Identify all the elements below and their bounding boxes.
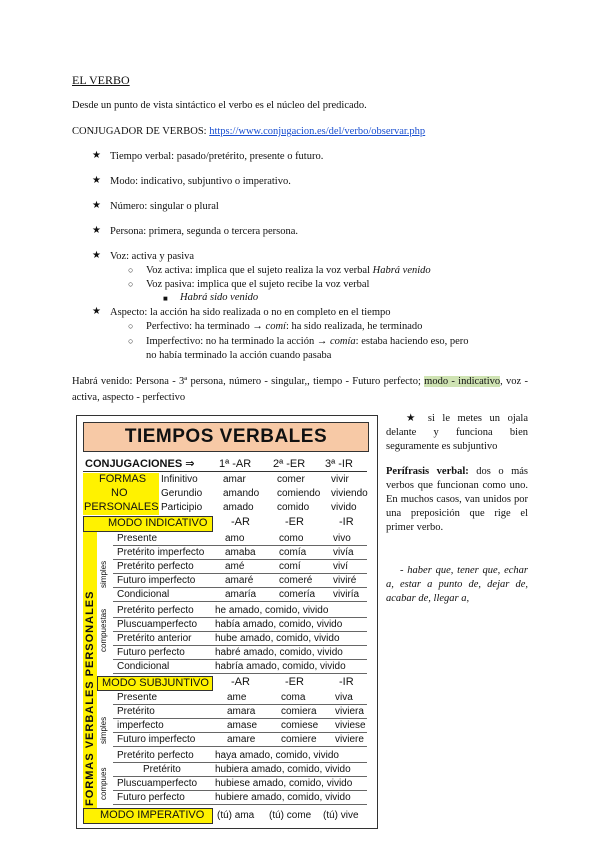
bullet-modo: Modo: indicativo, subjuntivo o imperativo. [110, 176, 291, 187]
divider [83, 471, 367, 472]
sub-ar: -AR [231, 676, 250, 688]
bullet-perfectivo [146, 320, 422, 333]
square-bullet-icon: ■ [163, 294, 168, 303]
ind-compound-tense: Condicional [117, 661, 170, 672]
ind-simples-label: simples [99, 560, 108, 588]
ind-compound-form: habré amado, comido, vivido [215, 647, 343, 658]
bullet-voz: Voz: activa y pasiva [110, 251, 195, 262]
ind-simple-form: amaré [225, 575, 254, 586]
sub-er: -ER [285, 676, 304, 688]
voz-pasiva-example: Habrá sido venido [180, 292, 259, 303]
perifrasis-paragraph [386, 465, 528, 535]
fnp-label-2: NO [111, 487, 128, 499]
fnp-value: viviendo [331, 488, 368, 499]
ind-simple-form: viviré [333, 575, 357, 586]
row-divider [113, 746, 367, 747]
summary-part1: Habrá venido: Persona - 3ª persona, número - singular,, tiempo - Futuro perfecto; [72, 376, 421, 387]
sub-ir: -IR [339, 676, 354, 688]
ind-simple-form: comí [279, 561, 301, 572]
imp-ir: (tú) vive [323, 810, 359, 821]
ind-simple-form: amo [225, 533, 245, 544]
intro-text: Desde un punto de vista sintáctico el verbo es el núcleo del predicado. [72, 100, 367, 111]
ind-compound-form: hube amado, comido, vivido [215, 633, 340, 644]
perifrasis-text: dos o más verbos que funcionan como uno. En muchos casos, van unidos por una preposición que rige el primer verbo. [386, 466, 528, 533]
ind-compound-tense: Futuro perfecto [117, 647, 185, 658]
sub-simple-form: coma [281, 692, 306, 703]
star-bullet-icon: ★ [92, 200, 101, 211]
ind-compound-tense: Pluscuamperfecto [117, 619, 198, 630]
conjugador-link[interactable]: https://www.conjugacion.es/del/verbo/observar.php [209, 126, 426, 137]
conj-ar-header: 1ª -AR [219, 458, 252, 470]
sub-simple-tense: Presente [117, 692, 158, 703]
star-bullet-icon: ★ [92, 225, 101, 236]
sub-compound-tense: Pretérito perfecto [117, 750, 194, 761]
fnp-label-3: PERSONALES [84, 501, 159, 513]
ind-simple-tense: Pretérito imperfecto [117, 547, 205, 558]
fnp-value: amado [223, 502, 254, 513]
fnp-value: vivir [331, 474, 349, 485]
ind-er: -ER [285, 516, 304, 528]
voz-activa-text: Voz activa: implica que el sujeto realiza la voz verbal [146, 265, 373, 276]
perifrasis-label: Perífrasis verbal: [386, 466, 469, 477]
participio-label: Participio [161, 502, 203, 513]
ind-compound-tense: Pretérito perfecto [117, 605, 194, 616]
sub-compound-form: hubiera amado, comido, vivido [215, 764, 351, 775]
bullet-imperfectivo [146, 335, 469, 348]
star-bullet-icon: ★ [92, 175, 101, 186]
circle-bullet-icon: ○ [128, 336, 134, 346]
star-bullet-icon: ★ [92, 250, 101, 261]
ind-simple-tense: Condicional [117, 589, 170, 600]
ind-simple-form: comía [279, 547, 307, 558]
conjugador-label: CONJUGADOR DE VERBOS: [72, 126, 210, 137]
sub-compound-form: hubiese amado, comido, vivido [215, 778, 353, 789]
bullet-aspecto: Aspecto: la acción ha sido realizada o no en completo en el tiempo [110, 307, 391, 318]
fnp-value: comer [277, 474, 305, 485]
perfectivo-pre: Perfectivo: ha terminado → [146, 321, 266, 332]
sub-simple-form: amare [227, 734, 256, 745]
sub-simple-form: comiese [281, 720, 319, 731]
star-bullet-icon: ★ [92, 306, 101, 317]
sub-simple-form: ame [227, 692, 247, 703]
fnp-value: vivido [331, 502, 357, 513]
bullet-numero: Número: singular o plural [110, 201, 219, 212]
sub-simple-tense: Futuro imperfecto [117, 734, 196, 745]
imperfectivo-pre: Imperfectivo: no ha terminado la acción → [146, 336, 330, 347]
sub-compound-tense: Futuro perfecto [117, 792, 185, 803]
formas-personales-label: FORMAS VERBALES PERSONALES [84, 590, 96, 806]
imperfectivo-example: comía [329, 336, 356, 347]
ind-simple-form: como [279, 533, 304, 544]
modo-imperativo-label: MODO IMPERATIVO [100, 809, 205, 821]
ind-simple-form: viví [333, 561, 348, 572]
conj-er-header: 2ª -ER [273, 458, 306, 470]
sub-simple-tense: Pretérito [117, 706, 155, 717]
conjugaciones-label: CONJUGACIONES ⇒ [85, 458, 195, 470]
conjugador-line [72, 125, 425, 138]
circle-bullet-icon: ○ [128, 321, 134, 331]
voz-activa-example: Habrá venido [372, 265, 431, 276]
ind-compound-form: he amado, comido, vivido [215, 605, 329, 616]
fnp-value: amar [223, 474, 246, 485]
examples-dash: - [400, 565, 408, 576]
ind-simple-tense: Futuro imperfecto [117, 575, 196, 586]
sub-simple-form: amara [227, 706, 256, 717]
summary-part2: , voz - activa, aspecto - perfectivo [72, 376, 528, 403]
ojala-text: si le metes un ojala delante y funciona bien seguramente es subjuntivo [386, 413, 528, 452]
perfectivo-post: : ha sido realizada, he terminado [285, 321, 423, 332]
fnp-value: amando [223, 488, 260, 499]
bullet-voz-pasiva: Voz pasiva: implica que el sujeto recibe la voz verbal [146, 279, 370, 290]
sub-simple-tense: imperfecto [117, 720, 164, 731]
sub-simple-form: viva [335, 692, 353, 703]
ind-compound-tense: Pretérito anterior [117, 633, 192, 644]
ind-compound-form: había amado, comido, vivido [215, 619, 343, 630]
sub-compound-tense: Pretérito [143, 764, 181, 775]
modo-indicativo-header [83, 516, 213, 532]
summary-paragraph [72, 374, 528, 406]
perifrasis-examples [386, 564, 528, 606]
conj-ir-header: 3ª -IR [325, 458, 353, 470]
ind-simple-form: comeré [279, 575, 313, 586]
sub-simple-form: viviese [335, 720, 366, 731]
summary-highlight: modo - indicativo [424, 376, 501, 387]
imp-er: (tú) come [269, 810, 312, 821]
ind-compuestas-label: compuestas [99, 608, 108, 652]
ind-simple-tense: Pretérito perfecto [117, 561, 194, 572]
perfectivo-example: comí [265, 321, 286, 332]
sub-simple-form: viviera [335, 706, 364, 717]
imperfectivo-line2: no había terminado la acción cuando pasaba [146, 350, 332, 361]
table-title: TIEMPOS VERBALES [83, 422, 369, 452]
ind-ar: -AR [231, 516, 250, 528]
bullet-persona: Persona: primera, segunda o tercera persona. [110, 226, 299, 237]
ind-ir: -IR [339, 516, 354, 528]
ind-simple-form: amaría [225, 589, 257, 600]
ind-simple-tense: Presente [117, 533, 158, 544]
fnp-label-1: FORMAS [99, 473, 147, 485]
row-divider [113, 601, 367, 602]
imp-ar: (tú) ama [217, 810, 255, 821]
circle-bullet-icon: ○ [128, 279, 134, 289]
ind-simple-form: amaba [225, 547, 256, 558]
circle-bullet-icon: ○ [128, 265, 134, 275]
examples-text: haber que, tener que, echar a, estar a punto de, dejar de, acabar de, llegar a, [386, 565, 528, 604]
star-bullet-icon: ★ [92, 150, 101, 161]
fnp-value: comido [277, 502, 310, 513]
ind-simple-form: vivía [333, 547, 354, 558]
bullet-voz-activa [146, 264, 431, 277]
sub-compues-label: compues [99, 767, 108, 800]
imperfectivo-post: : estaba haciendo eso, pero [355, 336, 469, 347]
sub-compound-form: hubiere amado, comido, vivido [215, 792, 351, 803]
sub-compound-form: haya amado, comido, vivido [215, 750, 339, 761]
ojala-note [386, 412, 528, 454]
sub-simple-form: amase [227, 720, 258, 731]
ind-simple-form: vivo [333, 533, 351, 544]
sub-simple-form: comiera [281, 706, 317, 717]
gerundio-label: Gerundio [161, 488, 203, 499]
tiempos-verbales-table [76, 415, 378, 829]
sub-simple-form: comiere [281, 734, 317, 745]
ind-simple-form: comería [279, 589, 316, 600]
bullet-tiempo: Tiempo verbal: pasado/pretérito, presente o futuro. [110, 151, 324, 162]
row-divider [113, 804, 367, 805]
modo-subjuntivo-label: MODO SUBJUNTIVO [102, 677, 209, 689]
sub-simples-label: simples [99, 716, 108, 744]
row-divider [113, 673, 367, 674]
modo-indicativo-label: MODO INDICATIVO [108, 517, 208, 529]
ind-simple-form: amé [225, 561, 245, 572]
ind-simple-form: viviría [333, 589, 360, 600]
fnp-value: comiendo [277, 488, 321, 499]
star-bullet-icon: ★ [406, 413, 421, 424]
modo-imperativo-header [83, 808, 213, 824]
sub-compound-tense: Pluscuamperfecto [117, 778, 198, 789]
ind-compound-form: habría amado, comido, vivido [215, 661, 346, 672]
sub-simple-form: viviere [335, 734, 364, 745]
modo-subjuntivo-header [97, 676, 213, 691]
page-title: EL VERBO [72, 73, 130, 87]
infinitivo-label: Infinitivo [161, 474, 198, 485]
